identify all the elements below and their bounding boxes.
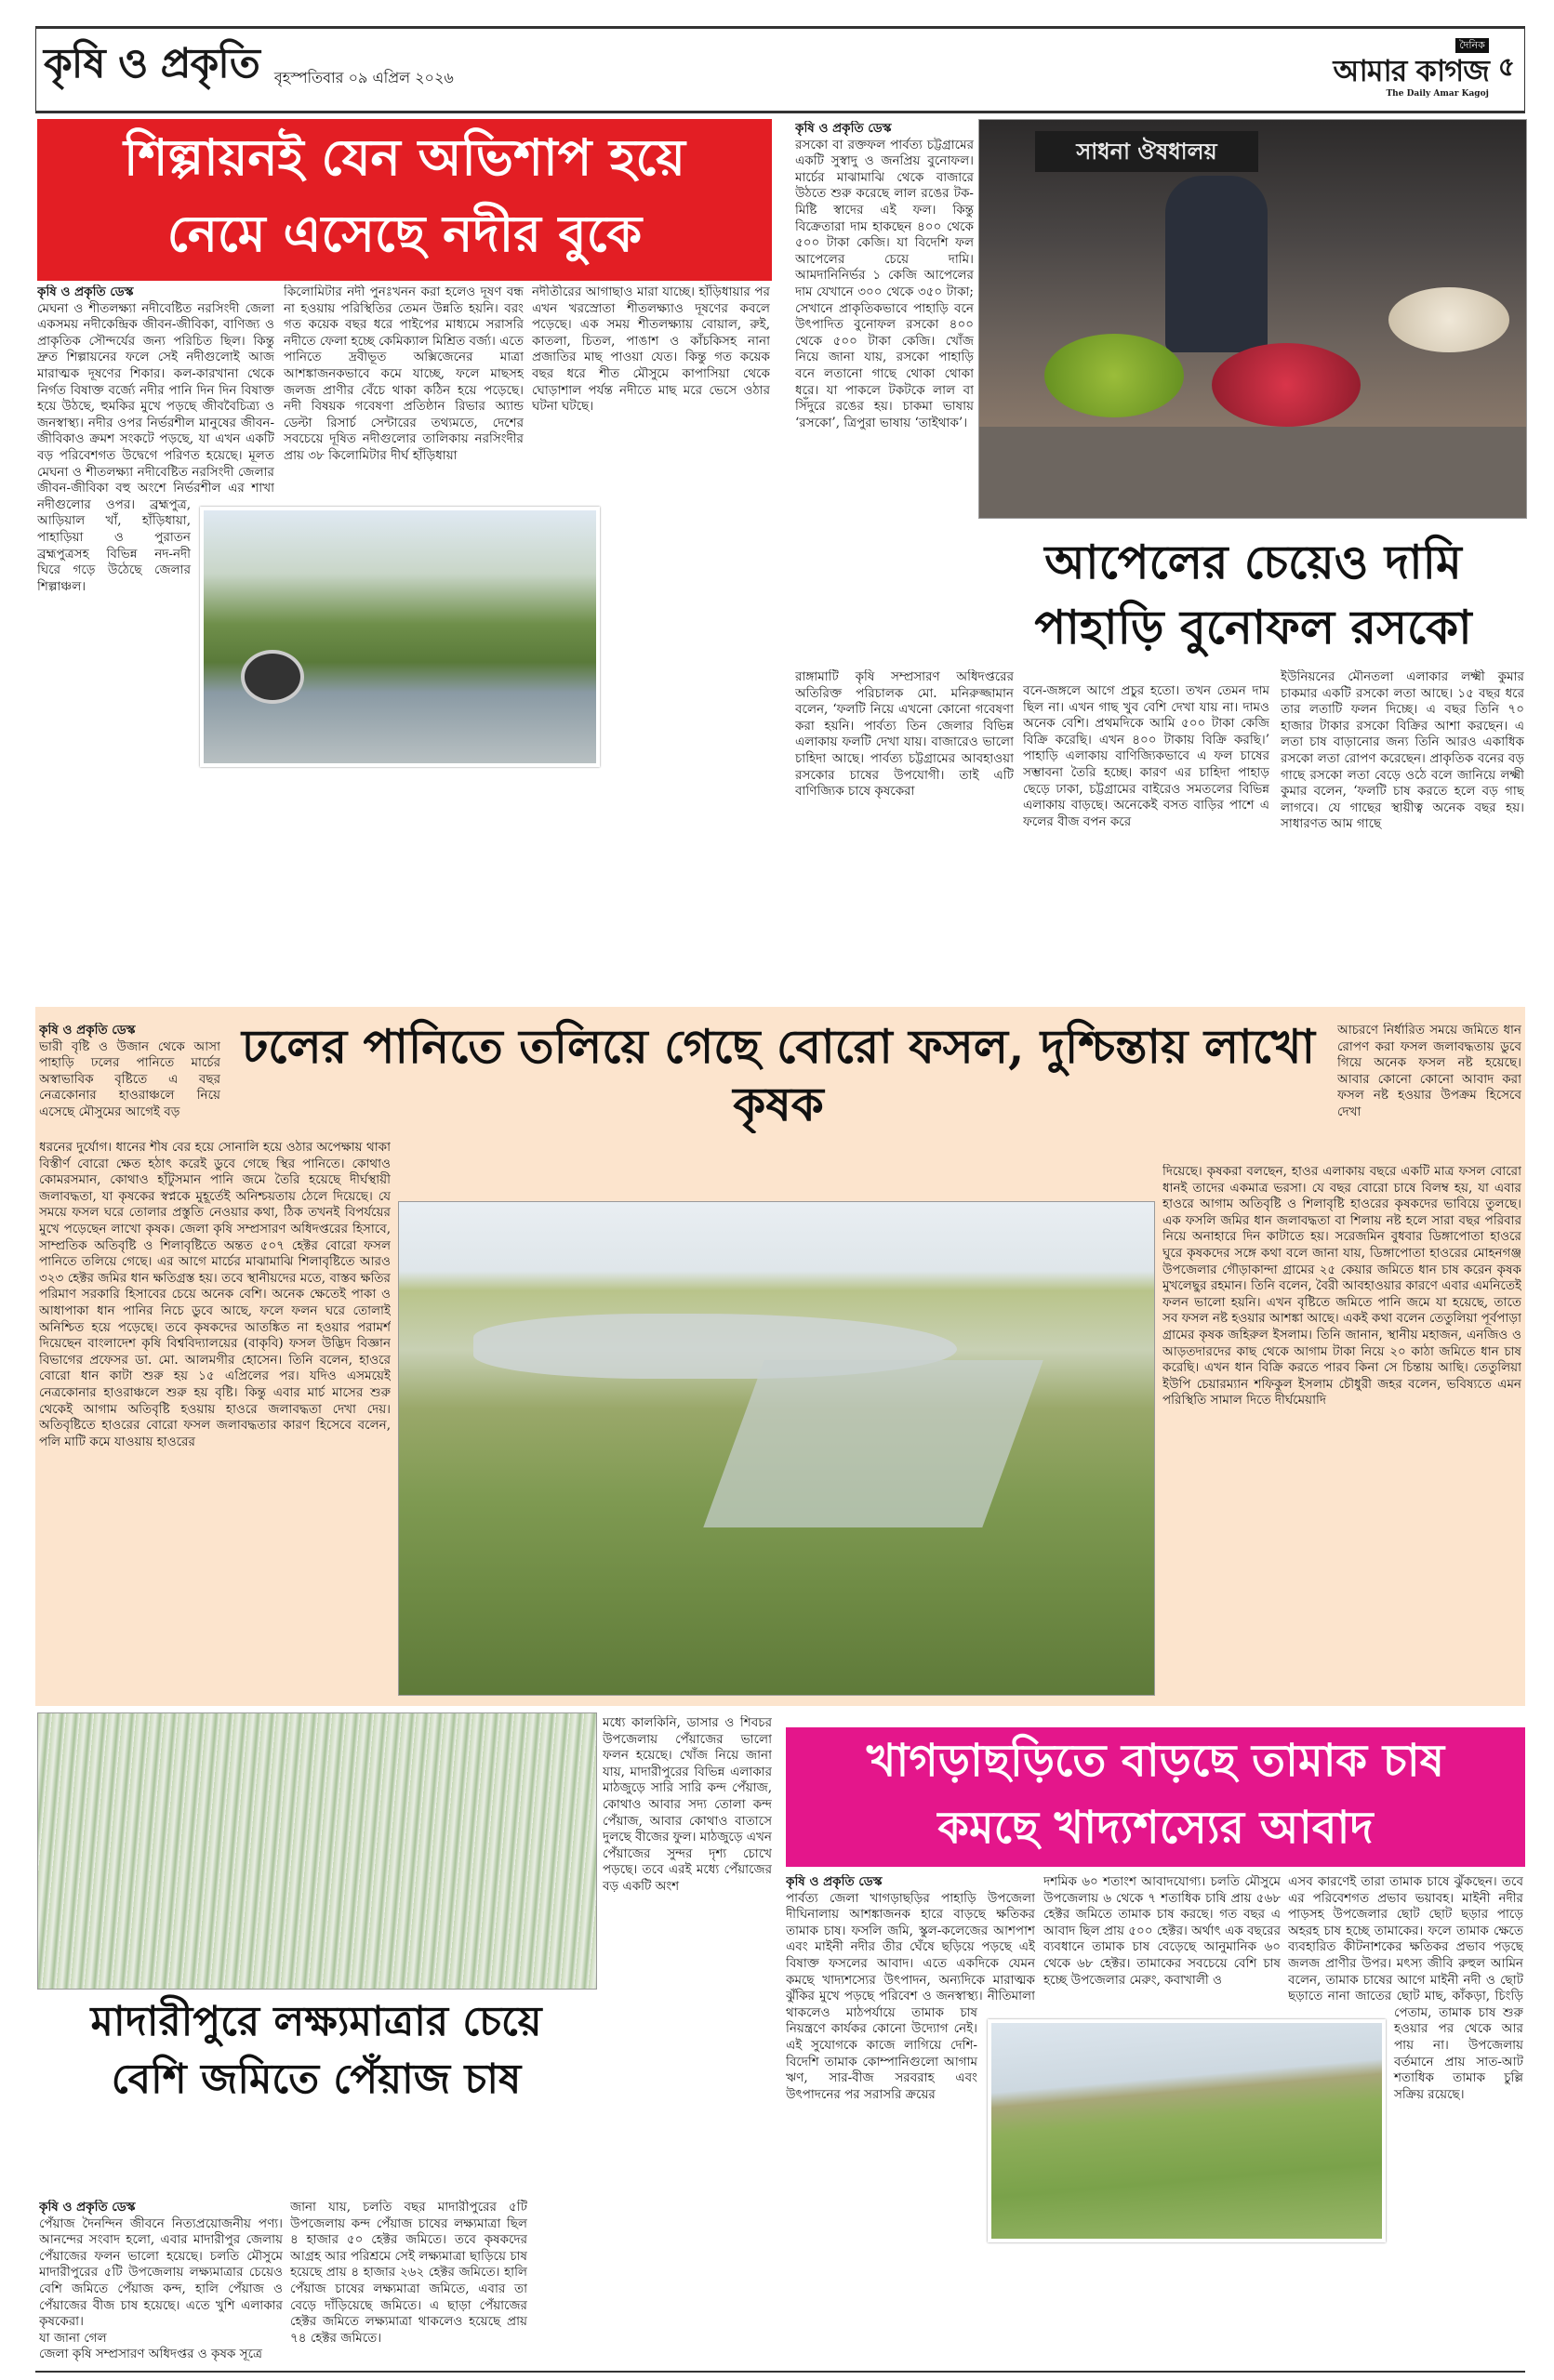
- headline-line: মাদারীপুরে লক্ষ্যমাত্রার চেয়ে: [90, 1998, 542, 2045]
- body-text: দিয়েছে। কৃষকরা বলছেন, হাওর এলাকায় বছরে একটি মাত্র ফসল বোরো ধানই তাদের একমাত্র ভরসা। যে বছর বোরো চাষে বিলম্ব হয়, যা এবার হাওরে আগাম অতিবৃষ্টি ও শিলাবৃষ্টি হাওরের কৃষকদের ভাবিয়ে তুলছে। এক ফসলি জমির ধান জলাবদ্ধতা বা শিলায় নষ্ট হলে সারা বছর পরিবার নিয়ে অনাহারে দিন কাটাতে হয়। সরেজমিন বুধবার ডিঙ্গাপোতা হাওরে ঘুরে কৃষকদের সঙ্গে কথা বলে জানা যায়, ডিঙ্গাপোতা হাওরের মোহনগঞ্জ উপজেলার গৌড়াকান্দা গ্রামের ২৫ কেয়ার জমিতে ধান চাষ করেন কৃষক মুখলেছুর রহমান। তিনি বলেন, বৈরী আবহাওয়ার কারণে এবার এমনিতেই ফলন ভালো হয়নি। এখন বৃষ্টিতে জমিতে পানি জমে যা হয়েছে, তাতে সব ফসল নষ্ট হওয়ার আশঙ্কা আছে। একই কথা বলেন তেতুলিয়া পূর্বপাড়া গ্রামের কৃষক জহিরুল ইসলাম। তিনি জানান, স্থানীয় মহাজন, এনজিও ও আড়তদারদের কাছ থেকে আগাম টাকা নিয়ে ২০ কাঠা জমিতে ধান চাষ করেছি। এখন ধান বিক্রি করতে পারব কিনা সে চিন্তায় আছি। তেতুলিয়া ইউপি চেয়ারম্যান শফিকুল ইসলাম চৌধুরী জহর বলেন, ভবিষ্যতে এমন পরিস্থিতি সামাল দিতে দীর্ঘমেয়াদি: [1162, 1164, 1521, 1408]
- rosko-fruit-basket: [1212, 343, 1361, 427]
- rosko-column-1: [795, 121, 974, 665]
- onion-column-2: [290, 2200, 527, 2367]
- page-bottom-rule: [35, 2371, 1525, 2373]
- garlic-basket: [1388, 287, 1509, 352]
- headline-text: ঢলের পানিতে তলিয়ে গেছে বোরো ফসল, দুশ্চিন্তায় লাখো কৃষক: [241, 1019, 1316, 1131]
- headline-line: পাহাড়ি বুনোফল রসকো: [1034, 600, 1472, 654]
- body-text: দশমিক ৬০ শতাংশ আবাদযোগ্য। চলতি মৌসুমে উপজেলায় ৬ থেকে ৭ শতাধিক চাষি প্রায় ৫৬৮ হেক্টর জমিতে তামাক চাষ করছে। গত বছর এ আবাদ ছিল প্রায় ৫০০ হেক্টর। অর্থাৎ এক বছরের ব্যবধানে তামাক চাষ বেড়েছে আনুমানিক ৬০ থেকে ৬৮ হেক্টর। তামাকের সবচেয়ে বেশি চাষ হচ্ছে উপজেলার মেরুং, কবাখালী ও: [1043, 1874, 1281, 1988]
- rosko-column-4: [1281, 669, 1524, 999]
- body-text: মধ্যে কালকিনি, ডাসার ও শিবচর উপজেলায় পেঁয়াজের ভালো ফলন হয়েছে। খোঁজ নিয়ে জানা যায়, মাদারীপুরের বিভিন্ন এলাকার মাঠজুড়ে সারি সারি কন্দ পেঁয়াজ, কোথাও আবার সদ্য তোলা কন্দ পেঁয়াজ, আবার কোথাও বাতাসে দুলছে বীজের ফুল। মাঠজুড়ে এখন পেঁয়াজের সুন্দর দৃশ্য চোখে পড়ছে। তবে এরই মধ্যে পেঁয়াজের বড় একটি অংশ: [603, 1715, 772, 1894]
- body-text: ধরনের দুর্যোগ। ধানের শীষ বের হয়ে সোনালি হয়ে ওঠার অপেক্ষায় থাকা বিস্তীর্ণ বোরো ক্ষেত হঠাৎ করেই ডুবে গেছে স্থির পানিতে। কোথাও কোমরসমান, কোথাও হাঁটুসমান পানি জমে তৈরি হয়েছে দীর্ঘস্থায়ী জলাবদ্ধতা, যা কৃষকের স্বপ্নকে মুহূর্তেই অনিশ্চয়তায় ঠেলে দিয়েছে। যে সময়ে ফসল ঘরে তোলার প্রস্তুতি নেওয়ার কথা, ঠিক তখনই বিপর্যয়ের মুখে পড়েছেন লাখো কৃষক। জেলা কৃষি সম্প্রসারণ অধিদপ্তরের হিসাবে, সাম্প্রতিক অতিবৃষ্টি ও শিলাবৃষ্টিতে অন্তত ৫০৭ হেক্টর বোরো ফসল পানিতে তলিয়ে গেছে। এর আগে মার্চের মাঝামাঝি শিলাবৃষ্টিতে আরও ৩২৩ হেক্টর জমির ধান ক্ষতিগ্রস্ত হয়। তবে স্থানীয়দের মতে, বাস্তব ক্ষতির পরিমাণ সরকারি হিসাবের চেয়ে অনেক বেশি। অনেক ক্ষেতেই পাকা ও আধাপাকা ধান পানির নিচে ডুবে আছে, ফলে ফলন ঘরে তোলাই অনিশ্চিত হয়ে পড়েছে। তবে কৃষকদের আতঙ্কিত না হওয়ার পরামর্শ দিয়েছেন বাংলাদেশ কৃষি বিশ্ববিদ্যালয়ের (বাকৃবি) ফসল উদ্ভিদ বিজ্ঞান বিভাগের প্রফেসর ডা. মো. আলমগীর হোসেন। তিনি বলেন, হাওরে বোরো ধান কাটা শুরু হয় ১৫ এপ্রিলের পর। যদিও এসময়েই নেত্রকোনার হাওরাঞ্চলে শুরু হয় বৃষ্টি। কিন্তু এবার মার্চ মাসের শুরু থেকেই আগাম অতিবৃষ্টি হওয়ায় হাওরে জলাবদ্ধতা দেখা দেয়। অতিবৃষ্টিতে হাওরের বোরো ফসল জলাবদ্ধতার কারণ হিসেবে বলেন, পলি মাটি কমে যাওয়ায় হাওরের: [39, 1140, 391, 1449]
- body-text: আচরণে নির্ধারিত সময়ে জমিতে ধান রোপণ করা ফসল জলাবদ্ধতায় ডুবে গিয়ে অনেক ফসল নষ্ট হয়েছে। আবার কোনো কোনো আবাদ করা ফসল নষ্ট হওয়ার উপক্রম হিসেবে দেখা: [1337, 1023, 1521, 1119]
- flood-column-right: [1162, 1164, 1521, 1699]
- subheading: যা জানা গেল: [39, 2330, 107, 2346]
- desk-byline: কৃষি ও প্রকৃতি ডেস্ক: [39, 1023, 136, 1038]
- river-headline: [37, 119, 772, 281]
- newspaper-logo: [1333, 34, 1515, 99]
- body-text: এসব কারণেই তারা তামাক চাষে ঝুঁকছেন। তবে এর পরিবেশগত প্রভাব ভয়াবহ। মাইনী নদীর পাড়সহ উপজেলার ছোট ছোট ছড়ার পাড়ে অহরহ চাষ হচ্ছে তামাকের। ফলে তামাক ক্ষেতে ব্যবহারিত কীটনাশকের ক্ষতিকর প্রভাব পড়ছে জলজ প্রাণীর উপর। মৎস্য জীবি রুহুল আমিন বলেন, তামাক চাষের আগে মাইনী নদী ও ছোট ছড়াতে নানা জাতের ছোট মাছ, কাঁকড়া, চিংড়ি পেতাম, তামাক চাষ শুরু হওয়ার পর থেকে আর পায় না। উপজেলায় বর্তমানে প্রায় সাত-আট শতাধিক তামাক চুল্লি সক্রিয় রয়েছে।: [1288, 1874, 1523, 2102]
- section-title: কৃষি ও প্রকৃতি: [44, 40, 259, 87]
- page-number: ৫: [1497, 51, 1515, 82]
- tobacco-headline: [786, 1727, 1525, 1867]
- body-text: পেঁয়াজ দৈনন্দিন জীবনে নিত্যপ্রয়োজনীয় পণ্য। আনন্দের সংবাদ হলো, এবার মাদারীপুর জেলায় পেঁয়াজের ফলন ভালো হয়েছে। চলতি মৌসুমে মাদারীপুরের ৫টি উপজেলায় লক্ষ্যমাত্রার চেয়েও বেশি জমিতে পেঁয়াজ কন্দ, হালি পেঁয়াজ ও পেঁয়াজের বীজ চাষ হয়েছে। এতে খুশি এলাকার কৃষকেরা।: [39, 2215, 283, 2330]
- flood-water: [703, 1360, 1043, 1527]
- rosko-column-3: [1023, 683, 1269, 999]
- logo-name: আমার কাগজ: [1333, 53, 1489, 88]
- onion-column-1: [39, 2200, 283, 2367]
- tobacco-field-photo: [988, 2019, 1386, 2242]
- body-text: জানা যায়, চলতি বছর মাদারীপুরের ৫টি উপজেলায় কন্দ পেঁয়াজ চাষের লক্ষ্যমাত্রা ছিল ৪ হাজার ৫০ হেক্টর জমিতে। তবে কৃষকদের আগ্রহ আর পরিশ্রমে সেই লক্ষ্যমাত্রা ছাড়িয়ে চাষ হয়েছে প্রায় ৪ হাজার ২৬২ হেক্টর জমিতে। হালি পেঁয়াজ চাষের লক্ষ্যমাত্রা জমিতে, এবার তা বেড়ে দাঁড়িয়েছে জমিতে। এ ছাড়া পেঁয়াজের হেক্টর জমিতে লক্ষ্যমাত্রা থাকলেও হয়েছে প্রায় ৭৪ হেক্টর জমিতে।: [290, 2200, 527, 2346]
- seller-figure: [1165, 176, 1268, 352]
- section-heading: [44, 36, 454, 92]
- flood-headline: [227, 1018, 1330, 1133]
- issue-date: বৃহস্পতিবার ০৯ এপ্রিল ২০২৬: [273, 69, 454, 86]
- fruit-seller-photo: [978, 119, 1527, 519]
- river-pollution-photo: [200, 507, 600, 767]
- headline-line: কমছে খাদ্যশস্যের আবাদ: [937, 1802, 1374, 1854]
- drain-pipe: [241, 650, 304, 704]
- headline-line: শিল্পায়নই যেন অভিশাপ হয়ে: [124, 127, 685, 187]
- onion-headline: [37, 1993, 595, 2196]
- logo-dainik: দৈনিক: [1455, 38, 1489, 53]
- onion-field-photo: [37, 1712, 597, 1990]
- body-text: রাঙ্গামাটি কৃষি সম্প্রসারণ অধিদপ্তরের অতিরিক্ত পরিচালক মো. মনিরুজ্জামান বলেন, ‘ফলটি নিয়ে এখনো কোনো গবেষণা করা হয়নি। পার্বত্য তিন জেলার বিভিন্ন এলাকায় ফলটি দেখা যায়। বাজারেও ভালো চাহিদা আছে। পার্বত্য চট্টগ্রামের আবহাওয়া রসকোর চাষের উপযোগী। তাই এটি বাণিজ্যিক চাষে কৃষকেরা: [795, 669, 1014, 800]
- flood-right-intro: [1337, 1023, 1521, 1162]
- desk-byline: কৃষি ও প্রকৃতি ডেস্ক: [39, 2200, 136, 2215]
- flood-intro: [39, 1023, 220, 1132]
- body-text: নদীতীরের আগাছাও মারা যাচ্ছে। হাঁড়িধায়ার পর এখন খরস্রোতা শীতলক্ষ্যাও দূষণের কবলে পড়েছে। এক সময় শীতলক্ষ্যায় বোয়াল, রুই, কাতলা, চিতল, পাঙাশ ও কাঁচকিসহ নানা প্রজাতির মাছ পাওয়া যেত। কিন্তু গত কয়েক বছর ধরে শীত মৌসুমে কাপাসিয়া থেকে ঘোড়াশাল পর্যন্ত নদীতে মাছ মরে ভেসে ওঠার ঘটনা ঘটছে।: [532, 284, 770, 415]
- body-text: রসকো বা রক্তফল পার্বত্য চট্টগ্রামের একটি সুস্বাদু ও জনপ্রিয় বুনোফল। মার্চের মাঝামাঝি থেকে বাজারে উঠতে শুরু করেছে লাল রঙের টক-মিষ্টি স্বাদের এই ফল। কিন্তু বিক্রেতারা দাম হাকছেন ৪০০ থেকে ৫০০ টাকা কেজি। যা বিদেশি ফল আপেলের চেয়ে দামি। আমদানিনির্ভর ১ কেজি আপেলের দাম যেখানে ৩০০ থেকে ৩৫০ টাকা; সেখানে প্রাকৃতিকভাবে পাহাড়ি বনে উৎপাদিত বুনোফল রসকো ৪০০ থেকে ৫০০ টাকা কেজি। খোঁজ নিয়ে জানা যায়, রসকো পাহাড়ি বনে লতানো গাছে থোকা থোকা ধরে। যা পাকলে টকটকে লাল বা সিঁদুরে রঙের হয়। চাকমা ভাষায় ‘রসকো’, ত্রিপুরা ভাষায় ‘তাইথাক’।: [795, 137, 974, 430]
- desk-byline: কৃষি ও প্রকৃতি ডেস্ক: [37, 284, 134, 299]
- logo-english: The Daily Amar Kagoj: [1386, 89, 1489, 99]
- body-text: পার্বত্য জেলা খাগড়াছড়ির পাহাড়ি উপজেলা দীঘিনালায় আশঙ্কাজনক হারে বাড়ছে ক্ষতিকর তামাক চাষ। ফসলি জমি, স্কুল-কলেজের আশপাশ এবং মাইনী নদীর তীর ঘেঁষে ছড়িয়ে পড়ছে এই বিষাক্ত ফসলের আবাদ। এতে একদিকে যেমন কমছে খাদ্যশস্যের উৎপাদন, অন্যদিকে মারাত্মক ঝুঁকির মুখে পড়ছে পরিবেশ ও জনস্বাস্থ্য। নীতিমালা থাকলেও মাঠপর্যায়ে তামাক চাষ নিয়ন্ত্রণে কার্যকর কোনো উদ্যোগ নেই। এই সুযোগকে কাজে লাগিয়ে দেশি-বিদেশি তামাক কোম্পানিগুলো আগাম ঋণ, সার-বীজ সরবরাহ এবং উৎপাদনের পর সরাসরি ক্রয়ের: [786, 1890, 1035, 2102]
- page-header: [35, 26, 1525, 113]
- shop-sign: সাধনা ঔষধালয়: [1035, 131, 1258, 172]
- headline-line: খাগড়াছড়িতে বাড়ছে তামাক চাষ: [866, 1735, 1445, 1787]
- headline-line: আপেলের চেয়েও দামি: [1044, 535, 1462, 589]
- body-text: ভারী বৃষ্টি ও উজান থেকে আসা পাহাড়ি ঢলের পানিতে মার্চের অস্বাভাবিক বৃষ্টিতে এ বছর নেত্রকোনার হাওরাঞ্চলে নিয়ে এসেছে মৌসুমের আগেই বড়: [39, 1038, 220, 1119]
- headline-line: নেমে এসেছে নদীর বুকে: [166, 204, 643, 263]
- body-text: ইউনিয়নের মৌনতলা এলাকার লক্ষ্মী কুমার চাকমার একটি রসকো লতা আছে। ১৫ বছর ধরে তার লতাটি ফলন দিচ্ছে। এ বছর তিনি ৭০ হাজার টাকার রসকো বিক্রির আশা করছেন। এ লতা চাষ বাড়ানোর জন্য তিনি আরও একাধিক রসকো লতা রোপণ করেছেন। প্রাকৃতিক বনের বড় গাছে রসকো লতা বেড়ে ওঠে বলে জানিয়ে লক্ষ্মী কুমার বলেন, ‘ফলটি চাষ করতে হলে বড় গাছ লাগবে। যে গাছের স্থায়ীত্ব অনেক বছর হয়। সাধারণত আম গাছে: [1281, 669, 1524, 832]
- headline-line: বেশি জমিতে পেঁয়াজ চাষ: [111, 2056, 522, 2103]
- logo-wordmark: [1333, 34, 1488, 99]
- desk-byline: কৃষি ও প্রকৃতি ডেস্ক: [795, 121, 892, 136]
- market-floor: [979, 427, 1526, 518]
- desk-byline: কৃষি ও প্রকৃতি ডেস্ক: [786, 1874, 883, 1889]
- flood-column-left: [39, 1140, 391, 1699]
- body-text: জেলা কৃষি সম্প্রসারণ অধিদপ্তর ও কৃষক সূত্রে: [39, 2347, 262, 2362]
- green-fruit-basket: [1044, 334, 1184, 417]
- flooded-paddy-photo: [398, 1201, 1155, 1696]
- body-text: মেঘনা ও শীতলক্ষ্যা নদীবেষ্টিত নরসিংদী জেলা একসময় নদীকেন্দ্রিক জীবন-জীবিকা, বাণিজ্য ও প্রাকৃতিক সৌন্দর্যের জন্য পরিচিত ছিল। কিন্তু দ্রুত শিল্পায়নের ফলে সেই নদীগুলোই আজ মারাত্মক দূষণের শিকার। কল-কারখানা থেকে নির্গত বিষাক্ত বর্জ্যে নদীর পানি দিন দিন বিষাক্ত হয়ে উঠছে, হুমকির মুখে পড়ছে জীববৈচিত্র্য ও জনস্বাস্থ্য। নদীর ওপর নির্ভরশীল মানুষের জীবন-জীবিকাও ক্রমশ সংকটে পড়ছে, যা এখন একটি বড় পরিবেশগত উদ্বেগে পরিণত হয়েছে। মূলত মেঘনা ও শীতলক্ষ্যা নদীবেষ্টিত নরসিংদী জেলার জীবন-জীবিকা বহু অংশে নির্ভরশীল এর শাখা নদীগুলোর ওপর। ব্রহ্মপুত্র, আড়িয়াল খাঁ, হাঁড়িধায়া, পাহাড়িয়া ও পুরাতন ব্রহ্মপুত্রসহ বিভিন্ন নদ-নদী ঘিরে গড়ে উঠেছে জেলার শিল্পাঞ্চল।: [37, 300, 274, 594]
- body-text: কিলোমিটার নদী পুনঃখনন করা হলেও দূষণ বন্ধ না হওয়ায় পরিস্থিতির তেমন উন্নতি হয়নি। বরং গত কয়েক বছর ধরে পাইপের মাধ্যমে সরাসরি নদীতে ফেলা হচ্ছে কেমিক্যাল মিশ্রিত বর্জ্য। এতে পানিতে দ্রবীভূত অক্সিজেনের মাত্রা আশঙ্কাজনকভাবে কমে যাচ্ছে, ফলে মাছসহ জলজ প্রাণীর বেঁচে থাকা কঠিন হয়ে পড়েছে। নদী বিষয়ক গবেষণা প্রতিষ্ঠান রিভার অ্যান্ড ডেল্টা রিসার্চ সেন্টারের তথ্যমতে, দেশের সবচেয়ে দূষিত নদীগুলোর তালিকায় নরসিংদীর প্রায় ৩৮ কিলোমিটার দীর্ঘ হাঁড়িধায়া: [284, 284, 524, 463]
- body-text: বনে-জঙ্গলে আগে প্রচুর হতো। তখন তেমন দাম ছিল না। এখন গাছ খুব বেশি দেখা যায় না। দামও অনেক বেশি। প্রথমদিকে আমি ৫০০ টাকা কেজি বিক্রি করেছি। এখন ৪০০ টাকায় বিক্রি করছি।’ পাহাড়ি এলাকায় বাণিজ্যিকভাবে এ ফল চাষের সম্ভাবনা তৈরি হচ্ছে। কারণ এর চাহিদা পাহাড় ছেড়ে ঢাকা, চট্টগ্রামের বাইরেও সমতলের বিভিন্ন এলাকায় বাড়ছে। অনেকেই বসত বাড়ির পাশে এ ফলের বীজ বপন করে: [1023, 683, 1269, 829]
- rosko-column-2: [795, 669, 1014, 999]
- onion-side-column: [603, 1715, 772, 2194]
- rosko-headline: [981, 530, 1525, 660]
